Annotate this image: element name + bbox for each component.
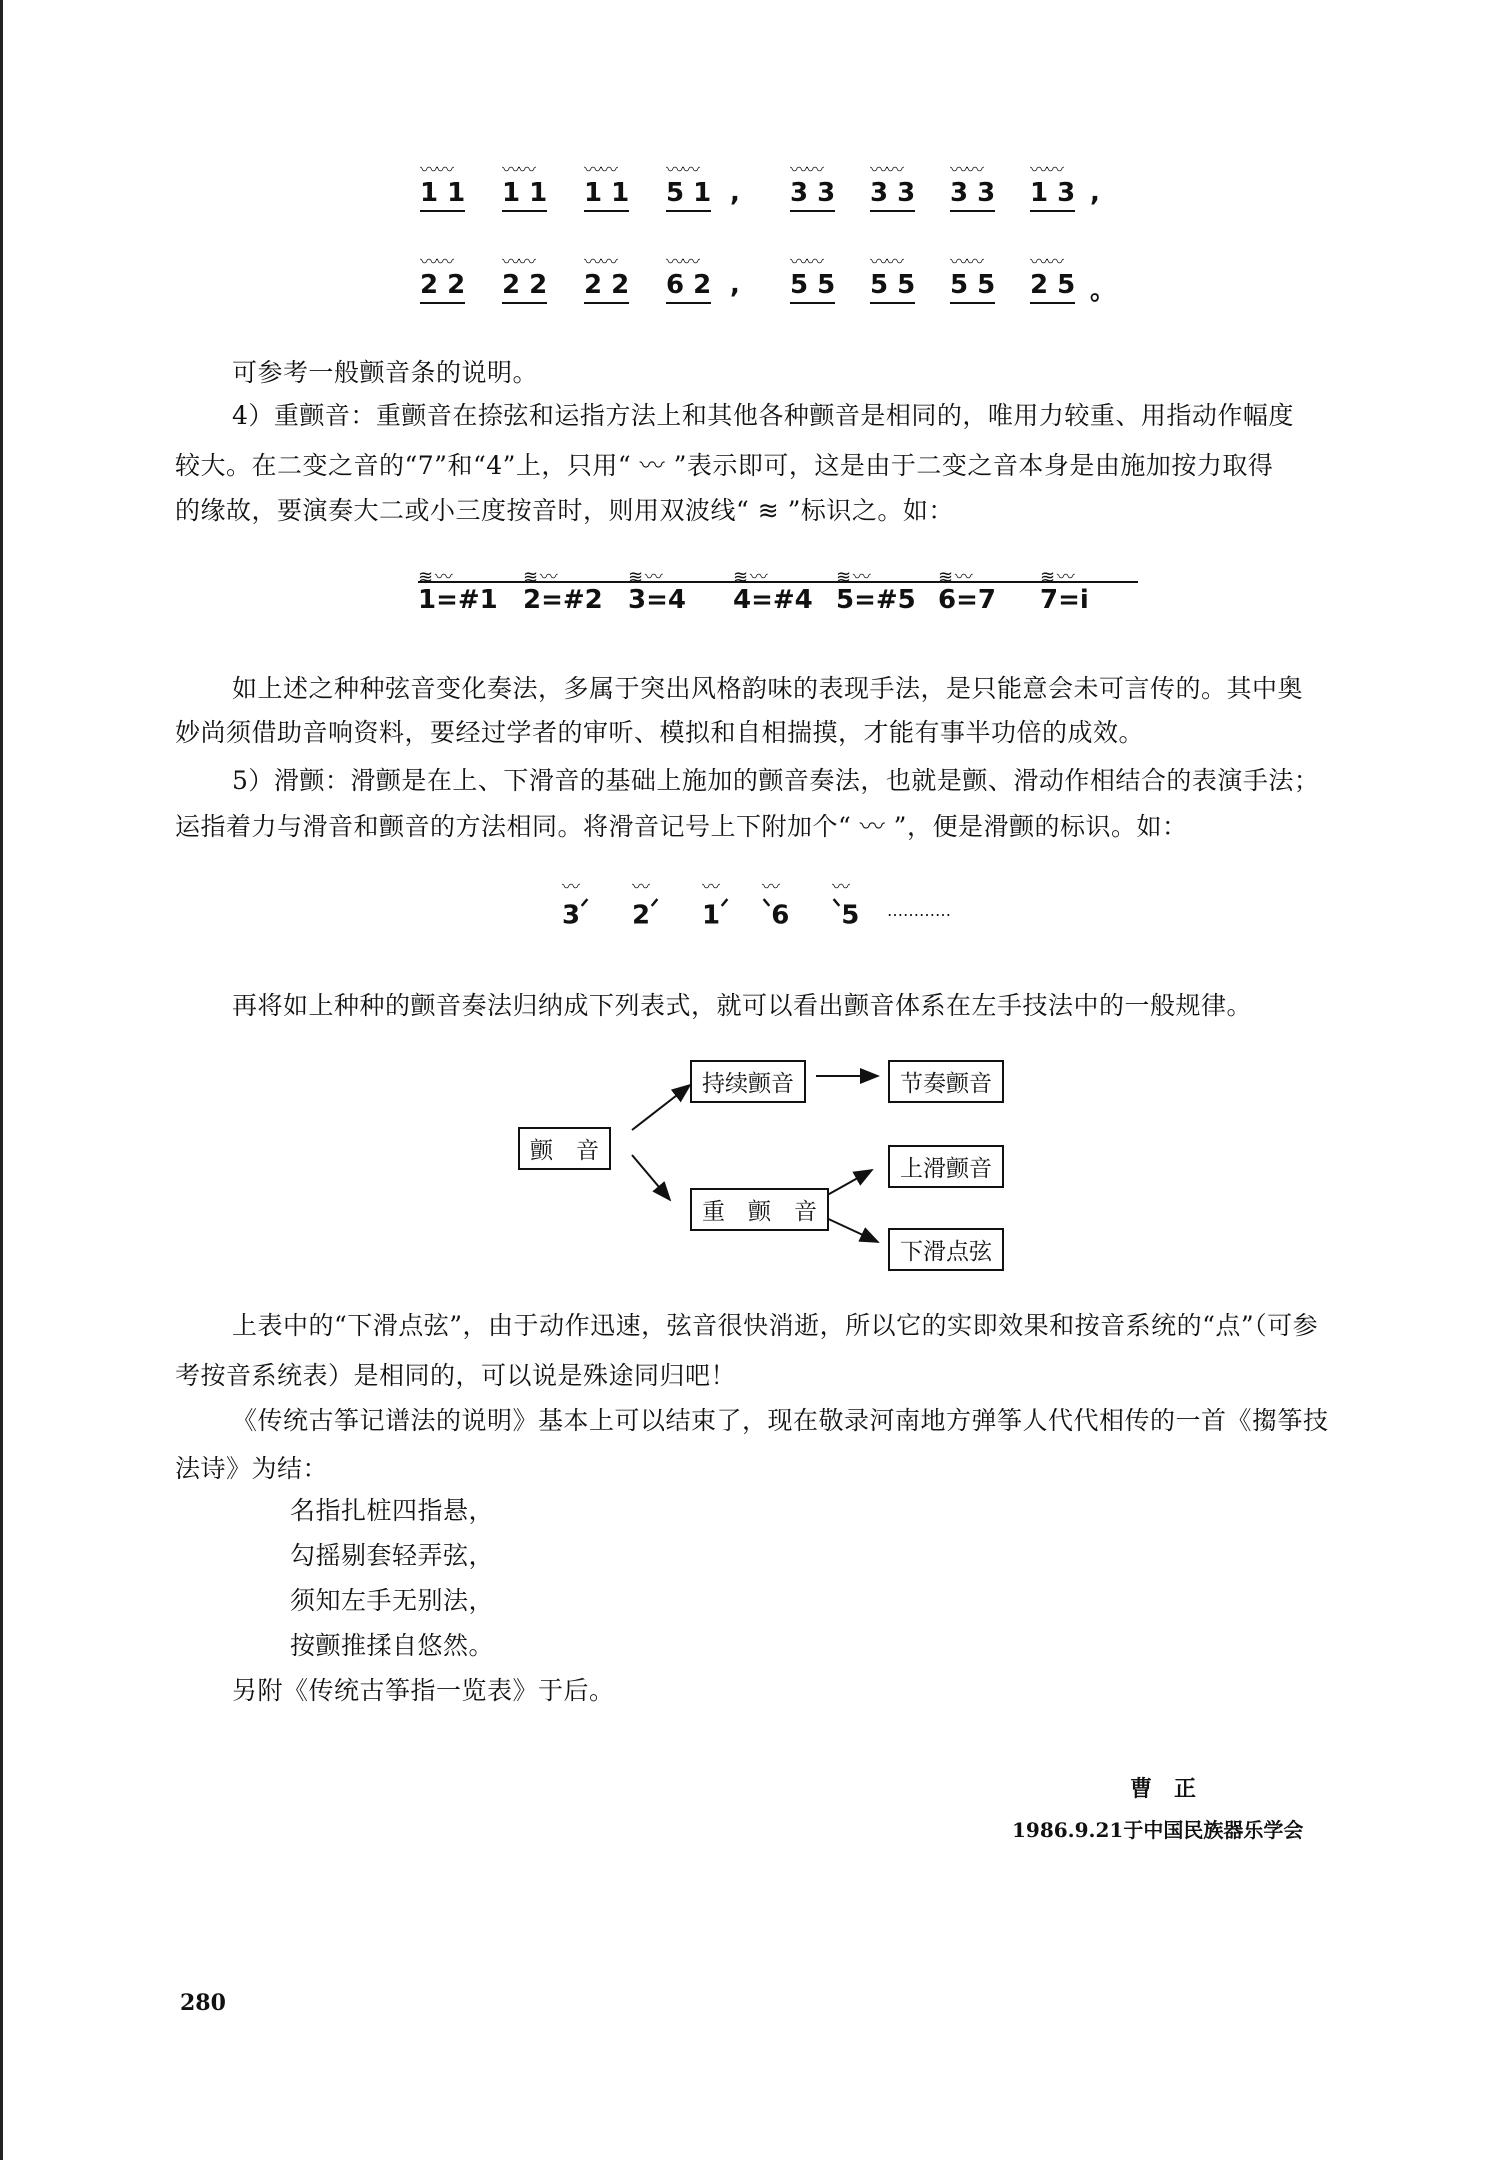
note-group: 〰〰 2 5 xyxy=(1030,270,1075,300)
author: 曹 正 xyxy=(1130,1776,1197,1802)
ellipsis: ………… xyxy=(887,901,951,920)
slide-note: 〰 $3^ᐟ$ xyxy=(562,877,590,931)
slide-note: 〰 $1^ᐟ$ xyxy=(702,877,730,931)
paragraph-7-line-2: 法诗》为结： xyxy=(175,1454,329,1483)
comma: , xyxy=(730,270,740,300)
equation: ≋ 〰 5=#5 xyxy=(836,567,916,615)
notation-row-2 xyxy=(420,252,1120,320)
date-place: 1986.9.21于中国民族器乐学会 xyxy=(1012,1818,1304,1842)
note-group: 〰〰 1 3 xyxy=(1030,178,1075,208)
poem-line-1: 名指扎桩四指悬， xyxy=(290,1496,495,1525)
note-group: 〰〰 3 3 xyxy=(950,178,995,208)
paragraph-2-line-1: 4）重颤音：重颤音在捺弦和运指方法上和其他各种颤音是相同的，唯用力较重、用指动作幅度 xyxy=(232,401,1294,430)
paragraph-2-line-2: 较大。在二变之音的“7”和“4”上，只用“ 〰 ”表示即可，这是由于二变之音本身是由施加按力取得 xyxy=(175,451,1274,480)
paragraph-7-line-1: 《传统古筝记谱法的说明》基本上可以结束了，现在敬录河南地方弹筝人代代相传的一首《搊筝技 xyxy=(232,1406,1329,1435)
paragraph-2-line-3: 的缘故，要演奏大二或小三度按音时，则用双波线“ ≋ ”标识之。如： xyxy=(175,496,954,525)
diagram-down-slide-box: 下滑点弦 xyxy=(888,1228,1004,1271)
note-group: 〰〰 1 1 xyxy=(584,178,629,208)
diagram-sustained-box: 持续颤音 xyxy=(690,1060,806,1103)
note-group: 〰〰 3 3 xyxy=(790,178,835,208)
equation: ≋ 〰 6=7 xyxy=(938,567,996,615)
diagram-root-box: 颤 音 xyxy=(518,1127,611,1170)
comma: , xyxy=(730,178,740,208)
paragraph-4-line-1: 5）滑颤：滑颤是在上、下滑音的基础上施加的颤音奏法，也就是颤、滑动作相结合的表演手法； xyxy=(232,766,1320,795)
equation: ≋ 〰 7=i xyxy=(1040,567,1089,615)
poem-line-4: 按颤推揉自悠然。 xyxy=(290,1631,495,1660)
paragraph-3-line-1: 如上述之种种弦音变化奏法，多属于突出风格韵味的表现手法，是只能意会未可言传的。其中奥 xyxy=(232,674,1304,703)
page-number: 280 xyxy=(180,1990,226,2016)
slide-notes-row xyxy=(562,877,982,935)
diagram-heavy-box: 重 颤 音 xyxy=(690,1188,829,1231)
diagram-rhythm-box: 节奏颤音 xyxy=(888,1060,1004,1103)
equation: ≋ 〰 1=#1 xyxy=(418,567,498,615)
page-edge xyxy=(0,0,3,2160)
equation-row xyxy=(418,567,1138,625)
paragraph-5: 再将如上种种的颤音奏法归纳成下列表式，就可以看出颤音体系在左手技法中的一般规律。 xyxy=(232,991,1253,1020)
note-group: 〰〰 5 5 xyxy=(790,270,835,300)
note-group: 〰〰 2 2 xyxy=(584,270,629,300)
diagram-up-slide-box: 上滑颤音 xyxy=(888,1145,1004,1188)
paragraph-1: 可参考一般颤音条的说明。 xyxy=(232,358,539,387)
paragraph-6-line-1: 上表中的“下滑点弦”，由于动作迅速，弦音很快消逝，所以它的实即效果和按音系统的“点”（可参 xyxy=(232,1311,1319,1340)
paragraph-6-line-2: 考按音系统表）是相同的，可以说是殊途同归吧！ xyxy=(175,1361,737,1390)
note-group: 〰〰 2 2 xyxy=(420,270,465,300)
tremolo-diagram xyxy=(500,1050,1060,1270)
note-group: 〰〰 5 1 xyxy=(666,178,711,208)
equation: ≋ 〰 4=#4 xyxy=(733,567,813,615)
note-group: 〰〰 5 5 xyxy=(870,270,915,300)
paragraph-8: 另附《传统古筝指一览表》于后。 xyxy=(232,1676,615,1705)
period: 。 xyxy=(1090,276,1117,306)
note-group: 〰〰 3 3 xyxy=(870,178,915,208)
note-group: 〰〰 1 1 xyxy=(502,178,547,208)
slide-note: 〰 $^ᐠ$6 xyxy=(762,877,790,931)
comma: , xyxy=(1090,178,1100,208)
note-group: 〰〰 6 2 xyxy=(666,270,711,300)
note-group: 〰〰 1 1 xyxy=(420,178,465,208)
equation: ≋ 〰 3=4 xyxy=(628,567,686,615)
paragraph-3-line-2: 妙尚须借助音响资料，要经过学者的审听、模拟和自相揣摸，才能有事半功倍的成效。 xyxy=(175,718,1145,747)
notation-row-1 xyxy=(420,160,1120,228)
note-group: 〰〰 2 2 xyxy=(502,270,547,300)
slide-note: 〰 $2^ᐟ$ xyxy=(632,877,660,931)
slide-note: 〰 $^ᐠ$5 xyxy=(832,877,860,931)
note-group: 〰〰 5 5 xyxy=(950,270,995,300)
equation: ≋ 〰 2=#2 xyxy=(523,567,603,615)
poem-line-2: 勾摇剔套轻弄弦， xyxy=(290,1541,495,1570)
poem-line-3: 须知左手无别法， xyxy=(290,1586,495,1615)
paragraph-4-line-2: 运指着力与滑音和颤音的方法相同。将滑音记号上下附加个“ 〰 ”，便是滑颤的标识。如： xyxy=(175,812,1188,841)
